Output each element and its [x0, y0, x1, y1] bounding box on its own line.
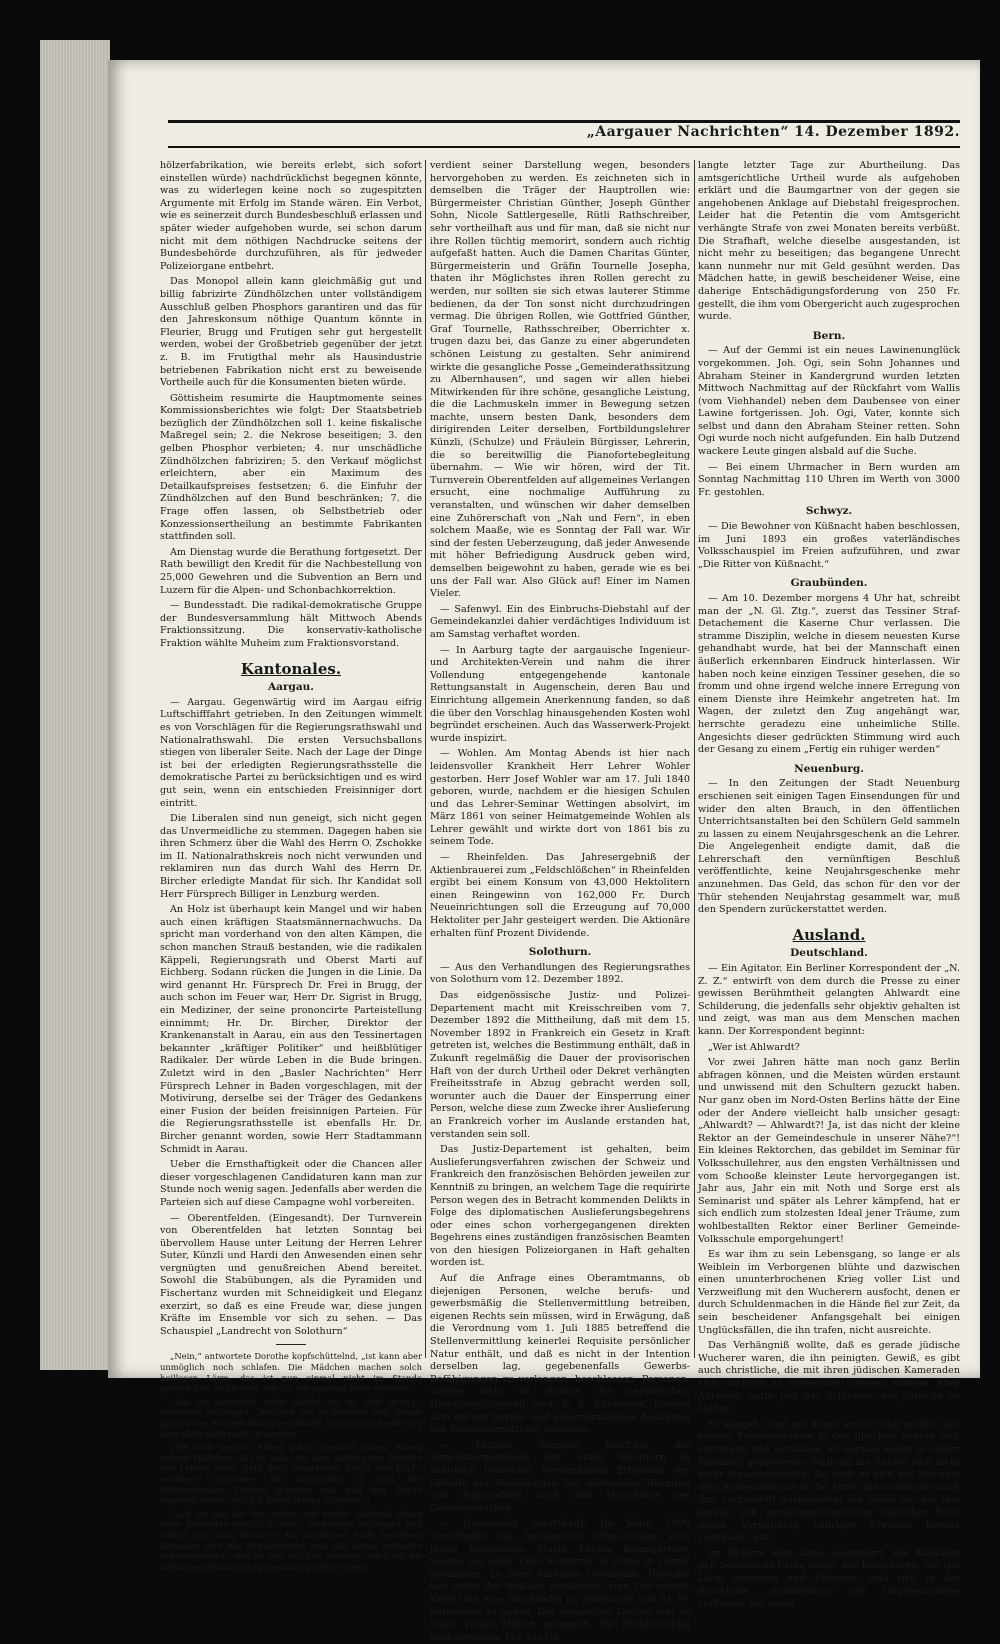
paragraph: Das Verhängniß wollte, daß es gerade jüdische Wucherer waren, die ihn peinigten. Gewiß, es gibt auch christliche, die mit ihren jüdischen Kameraden sich reichlich an Gemeinheit messen können. Aber Ahlwardt hatte just das Schicksal, auf jüdische zu stoßen.: [698, 1340, 960, 1415]
paragraph: Göttisheim resumirte die Hauptmomente seines Kommissionsberichtes wie folgt: Der Staatsbetrieb bezüglich der Zündhölzchen soll 1. keine fiskalische Maßregel sein; 2. die Nekrose beseitigen; 3. den gelben Phosphor verbieten; 4. nur unschädliche Zündhölzchen fabriziren; 5. den Verkauf möglichst erleichtern, aber ein Maximum des Detailkaufspreises festsetzen; 6. die Einfuhr der Zündhölzchen auf den Bund beschränken; 7. die Frage offen lassen, ob Selbstbetrieb oder Konzessionsertheilung an bestimmte Fabrikanten stattfinden soll.: [160, 392, 422, 543]
section-heading-ausland: Ausland.: [792, 925, 866, 944]
paragraph: langte letzter Tage zur Aburtheilung. Das amtsgerichtliche Urtheil wurde als aufgehoben erklärt und die Baumgartner von der gegen sie angehobenen Anklage auf Diebstahl freigesprochen. Leider hat die Petentin die vom Amtsgericht verhängte Strafe von zwei Monaten bereits verbüßt. Die Strafhaft, welche dieselbe ausgestanden, ist nicht mehr zu beseitigen; das begangene Unrecht kann nunmehr nur mit Geld gesühnt werden. Das Mädchen hatte, in gewiß bescheidener Weise, eine daherige Entschädigungsforderung von 250 Fr. gestellt, die ihm vom Obergericht auch zugesprochen wurde.: [698, 160, 960, 323]
header-rule-bottom: [168, 146, 960, 148]
paragraph: Das eidgenössische Justiz- und Polizei-Departement macht mit Kreisschreiben vom 7. Dezember 1892 die Mittheilung, daß mit dem 15. November 1892 in Frankreich ein Gesetz in Kraft getreten ist, welches die Bestimmung enthält, daß in Zukunft regelmäßig die Dauer der provisorischen Haft von der durch Urtheil oder Dekret verhängten Freiheitsstrafe in Abzug gebracht werden soll, worunter auch die Dauer der Einsperrung einer Person, welche diese zum Zwecke ihrer Auslieferung an Frankreich vorher im Auslande erstanden hat, verstanden sein soll.: [430, 990, 690, 1140]
paragraph: An Holz ist überhaupt kein Mangel und wir haben auch einen kräftigen Staatsmännernachwuchs. Da spricht man vorderhand von den alten Kämpen, die schon manchen Strauß bestanden, wie die radikalen Käppeli, Regierungsrath und Oberst Marti auf Eichberg. Sodann rücken die Jungen in die Linie. Da wird genannt Hr. Fürsprech Dr. Frei in Brugg, der auch schon im Feuer war, Herr Dr. Sigrist in Brugg, ein Mediziner, der seine prononcirte Parteistellung einnimmt; Hr. Dr. Bircher, Direktor der Krankenanstalt in Aarau, ein aus den Tessinertagen bekannter „kräftiger Politiker“ und heißblütiger Radikaler. Der würde Leben in die Bude bringen. Zuletzt wird in den „Basler Nachrichten“ Herr Fürsprech Lehner in Baden vorgeschlagen, mit der Motivirung, derselbe sei der Träger des Gedankens einer Fusion der beiden freisinnigen Parteien. Für die Regierungsrathsstelle ist ebenfalls Hr. Dr. Bircher genannt worden, sowie Herr Stadtammann Schmidt in Aarau.: [160, 904, 422, 1155]
feuilleton-paragraph: „Nein,“ antwortete Dorothe kopfschüttelnd, „ist kann aber unmöglich noch schlafen. Die Mädchen machen solch heillosen Lärm, das ist nun einmal nicht im Stande geräuschlos zu bleiben, nur für ein paarmal Ruhe geboten.“: [160, 1351, 422, 1394]
paragraph: Das Monopol allein kann gleichmäßig gut und billig fabrizirte Zündhölzchen unter vollständigem Ausschluß gelben Phosphors garantiren und das für den Jahreskonsum nöthige Quantum könnte in Fleurier, Brugg und Frutigen sehr gut hergestellt werden, wobei der Großbetrieb gegenüber der jetzt z. B. im Frutigthal mehr als Hausindustrie betriebenen Fabrikation nicht erst zu beweisende Vortheile auch für die Konsumenten bieten würde.: [160, 276, 422, 389]
paragraph: — Die Bewohner von Küßnacht haben beschlossen, im Juni 1893 ein großes vaterländisches Volksschauspiel im Freien aufzuführen, und zwar „Die Ritter von Küßnacht.“: [698, 521, 960, 570]
paragraph: — In den Zeitungen der Stadt Neuenburg erschienen seit einigen Tagen Einsendungen für und wider den alten Brauch, in den öffentlichen Unterrichtsanstalten bei den Schülern Geld sammeln zu lassen zu einem Neujahrsgeschenk an die Lehrer. Die Angelegenheit endigte damit, daß die Lehrerschaft den vernünftigen Beschluß veröffentlichte, keine Neujahrsgeschenke mehr anzunehmen. Das Geld, das schon für den vor der Thür stehenden Neujahrstag gesammelt war, muß den Spendern zurückerstattet werden.: [698, 778, 960, 916]
paragraph: — Safenwyl. Ein des Einbruchs-Diebstahl auf der Gemeindekanzlei dahier verdächtiges Individuum ist am Samstag verhaftet worden.: [430, 603, 690, 640]
paragraph: Auf die Anfrage eines Oberamtmanns, ob diejenigen Personen, welche berufs- und gewerbsmäßig die Stellenvermittlung betreiben, eigenen Rechts sein müssen, wird in Erwägung, daß die Verordnung vom 1. Juli 1885 betreffend die Stellenvermittlung keinerlei Requisite persönlicher Natur enthält, und daß es nicht in der Intention derselben lag, gegebenenfalls Gewerbs-Befähigungen zu verlangen, beschlossen: Personen, welche nicht im Besitze der persönlichen Handlungsfähigkeit sind, z. B. Ehefrauen, können sich mit der berufs- und gewerbsmäßigen Ausübung der Stellenvermittlung befassen.: [430, 1273, 690, 1436]
paragraph: — Oberentfelden. (Eingesandt). Der Turnverein von Oberentfelden hat letzten Sonntag bei übervollem Hause unter Leitung der Herren Lehrer Suter, Künzli und Hardi den Anwesenden einen sehr vergnügten und genußreichen Abend bereitet. Sowohl die Stabübungen, als die Pyramiden und Fischertanz wurden mit Schneidigkeit und Eleganz exerzirt, so daß es eine Freude war, diese jungen Kräfte im Ensemble vor sich zu sehen. — Das Schauspiel „Landrecht von Solothurn“: [160, 1212, 422, 1337]
paragraph: — Aargau. Gegenwärtig wird im Aargau eifrig Luftschifffahrt getrieben. In den Zeitungen wimmelt es von Vorschlägen für die Regierungsrathswahl und Nationalrathswahl. Die ersten Versuchsballons stiegen von liberaler Seite. Nach der Lage der Dinge ist bei der erledigten Regierungsrathsstelle die demokratische Partei zu berücksichtigen und es wird gut sein, wenn ein entschieden Freisinniger dort eintritt.: [160, 696, 422, 809]
paragraph: „Wer ist Ahlwardt?: [708, 1041, 800, 1053]
paragraph: — Am 10. Dezember morgens 4 Uhr hat, schreibt man der „N. Gl. Ztg.“, zuerst das Tessiner Straf-Detachement die Kaserne Chur verlassen. Die stramme Disziplin, welche in diesem neuesten Kurse gehandhabt wurde, hat bei der Mannschaft einen äußerlich erkennbaren Eindruck hinterlassen. Wir haben noch keine einzigen Tessiner gesehen, die so fromm und ohne irgend welche innere Erregung von einem Dienste ihre Heimkehr angetreten hat. Im Wagen, der zuletzt den Zug angehängt war, herrschte geradezu eine unheimliche Stille. Angesichts dieser gedrückten Stimmung wird auch der Gesang zu einem „Fertig ein ruhiger werden“: [698, 593, 960, 756]
paragraph: — Wohlen. Am Montag Abends ist hier nach leidensvoller Krankheit Herr Lehrer Wohler gestorben. Herr Josef Wohler war am 17. Juli 1840 geboren, wurde, nachdem er die hiesigen Schulen und das Lehrer-Seminar Wettingen absolvirt, im März 1861 von seiner Heimatgemeinde Wohlen als Lehrer gewählt und wirkte dort von 1861 bis zu seinem Tode.: [430, 748, 690, 848]
section-heading-aargau: Aargau.: [268, 681, 314, 694]
paragraph: Es war ihm zu sein Lebensgang, so lange er als Weiblein im Verborgenen blühte und dazwischen einen ununterbrochenen Krieg voller List und Verzweiflung mit den Wucherern ausfocht, denen er durch Schuldenmachen in die Hände fiel zur Zeit, da sein bescheidener Anfangsgehalt bei einigen Unglücksfällen, die ihn trafen, nicht ausreichte.: [698, 1249, 960, 1336]
paragraph: — Auf der Gemmi ist ein neues Lawinenunglück vorgekommen. Joh. Ogi, sein Sohn Johannes und Abraham Steiner in Kandergrund wurden letzten Mittwoch Nachmittag auf der Rückfahrt vom Wallis (vom Viehhandel) neben dem Daubensee von einer Lawine fortgerissen. Joh. Ogi, Vater, konnte sich selbst und dann den Abraham Steiner retten. Sohn Ogi wurde noch nicht aufgefunden. Ein halb Dutzend wackere Leute gingen alsbald auf die Suche.: [698, 345, 960, 458]
paragraph: Am Dienstag wurde die Berathung fortgesetzt. Der Rath bewilligt den Kredit für die Nachbestellung von 25,000 Gewehren und die Subvention an Bern und Luzern für die Alpen- und Schonbachkorrektion.: [160, 546, 422, 596]
divider: [276, 1344, 306, 1345]
section-heading-kantonales: Kantonales.: [240, 659, 342, 678]
paragraph: Ueber die Ernsthaftigkeit oder die Chancen aller dieser vorgeschlagenen Candidaturen kann man zur Stunde noch wenig sagen. Jedenfalls aber werden die Parteien sich auf diese Campagne wohl vorbereiten.: [160, 1159, 422, 1208]
paragraph: — Bundesstadt. Die radikal-demokratische Gruppe der Bundesversammlung hält Mittwoch Abends Fraktionssitzung. Die konservativ-katholische Fraktion wählte Muheim zum Fraktionsvorstand.: [160, 600, 422, 649]
column-1: [160, 160, 422, 1572]
paragraph: hölzerfabrikation, wie bereits erlebt, sich sofort einstellen würde) nachdrücklichst begegnen könnte, was zu widerlegen keine noch so zugespitzten Argumente mit Erfolg im Stande wären. Ein Verbot, wie es seinerzeit durch Bundesbeschluß erlassen und später wieder aufgehoben wurde, sei schon darum nicht mit dem nöthigen Nachdrucke seitens der Bundesbehörde durchzuführen, als für jedweder Polizeiorgane entbehrt.: [160, 160, 422, 272]
newspaper-page: [108, 60, 980, 1643]
paragraph: — Bei einem Uhrmacher in Bern wurden am Sonntag Nachmittag 110 Uhren im Werth von 3000 Fr. gestohlen.: [698, 461, 960, 498]
paragraph: Im Weitern wird dann ausgeführt, wie Ahlwardt den Semiten zu Leibe steigt, mit Broschüren, die viel Lärm erzeugen und Prozesse, und sich in der Broschüre „Judenflinten“ ins Ungeheuerliche verfiegen; für einen: [698, 1547, 960, 1610]
book-page-edges: [40, 40, 110, 1370]
column-3: [698, 160, 960, 1610]
paragraph: — Unschuldig verurtheilt. Im Jahre 1890 verurtheilte das Amtsgericht Olten-Gösgen eine junge Luzernerin, Maria Thekla Baumgartner, welche bei einer Frau Schwyzer in Olten in Dienst gestanden, zu zwei Monaten Gefängniß. Dieselbe war unter der Anklage gestanden, eine Uhr sammt Kette und eine Stecknadel im Totalwerth von 61 Fr. entwendet zu haben. Der genannten Tochter war es unter vielen Mühen gelungen, ihr Nichtschuldig nachzuweisen. Für das Ge-: [430, 1518, 690, 1643]
paragraph: — Ein Agitator. Ein Berliner Korrespondent der „N. Z. Z.“ entwirft von dem durch die Presse zu einer gewissen Berühmtheit gelangten Ahlwardt eine Schilderung, die jedenfalls sehr objektiv gehalten ist und zeigt, was man aus dem Menschen machen kann. Der Korrespondent beginnt:: [698, 963, 960, 1037]
section-heading-solothurn: Solothurn.: [528, 946, 592, 959]
column-2: [430, 160, 690, 1643]
feuilleton-paragraph: „Laß sie nur bei der Arbeit, ich werde Adelheid schon beim Ankleiden behilflich sein,“ antwortete Hildegard und schritt den Gang hinunter. Am nördlichen Ende desselben befanden sich das Schlafzimmer und das daran stoßende Ankleidezimmer, welche seit etlichen Monaten Adelheid zur alleinigen Benutzung eingeräumt worden waren.: [160, 1508, 422, 1572]
column-separator-1: [425, 160, 426, 1358]
header-rule-top-thin: [168, 122, 960, 123]
paragraph: Vor zwei Jahren hätte man noch ganz Berlin abfragen können, und die Meisten würden erstaunt und unwissend mit den Schultern gezuckt haben. Nur ganz oben im Nord-Osten Berlins hätte der Eine oder der Andere vielleicht halb unsicher gesagt: „Ahlwardt? — Ahlwardt?! Ja, ist das nicht der kleine Rektor an der Gemeindeschule in unserer Nähe?“! Ein kleines Rektorchen, das gebildet im Seminar für Volksschullehrer, aus den engsten Verhältnissen und vom Schooße kleinster Leute hervorgegangen ist. Jahr aus, Jahr ein mit Noth und Sorge erst als Seminarist und später als Lehrer kämpfend, hat er sich endlich zum stolzesten Ideal jener Träume, zum wohlbestallten Rektor einer Berliner Gemeinde-Volksschule emporgehungert!: [698, 1057, 960, 1245]
section-heading-deutschland: Deutschland.: [790, 947, 868, 960]
paragraph: — Aus den Verhandlungen des Regierungsrathes von Solothurn vom 12. Dezember 1892.: [430, 961, 690, 986]
column-separator-2: [694, 160, 695, 1358]
masthead: „Aargauer Nachrichten“ 14. Dezember 1892.: [586, 124, 960, 140]
section-heading-schwyz: Schwyz.: [805, 505, 853, 518]
paragraph: Die Liberalen sind nun geneigt, sich nicht gegen das Unvermeidliche zu stemmen. Dagegen haben sie ihren Schmerz über die Wahl des Herrn O. Zschokke im II. Nationalrathskreis noch nicht verwunden und reklamiren nun das durch Wahl des Herrn Dr. Bircher erledigte Mandat für sich. Ihr Kandidat soll Herr Fürsprech Billiger in Lenzburg werden.: [160, 813, 422, 900]
paragraph: verdient seiner Darstellung wegen, besonders hervorgehoben zu werden. Es zeichneten sich in demselben die Träger der Hauptrollen wie: Bürgermeister Christian Günther, Joseph Günther Sohn, Nicole Sattlergeselle, Rütli Rathschreiber, sehr vortheilhaft aus und für man, daß sie nicht nur ihre Rollen tüchtig memorirt, sondern auch richtig aufgefaßt hatten. Auch die Damen Charitas Günter, Bürgermeisterin und Gräfin Tournelle Josepha, thaten ihr Möglichstes ihren Rollen gerecht zu werden, nur sollten sie sich etwas lauterer Stimme bedienen, da der Ton sonst nicht durchzudringen vermag. Die übrigen Rollen, wie Gottfried Günther, Graf Tournelle, Rathsschreiber, Oberrichter x. trugen dazu bei, das Ganze zu einer abgerundeten schönen Leistung zu gestalten. Sehr animirend wirkte die gesangliche Posse „Gemeinderathssitzung zu Albernhausen“, und sagen wir allen hiebei Mitwirkenden für ihre schöne, gesangliche Leistung, die die Lachmuskeln immer in Bewegung setzen machte, unsern besten Dank, besonders dem dirigirenden Leiter derselben, Fortbildungslehrer Künzli, (Schulze) und Fräulein Bürgisser, Lehrerin, die so bereitwillig die Pianofortebegleitung übernahm. — Wie wir hören, wird der Tit. Turnverein Oberentfelden auf allgemeines Verlangen ersucht, eine nochmalige Aufführung zu veranstalten, und wünschen wir daher demselben eine Zuhörerschaft von „Nah und Fern“, in eben solchem Maaße, wie es Sonntag der Fall war. Wir sind der festen Ueberzeugung, daß jeder Anwesende mit höher Befriedigung Ausdruck geben wird, demselben beigewohnt zu haben, gerade wie es bei uns der Fall war. Also Glück auf! Einer im Namen Vieler.: [430, 160, 690, 600]
feuilleton-paragraph: „Sie wird gestern Abend lange gewacht haben; einem jungen Mädchen, das so nahe vor dem wichtigsten Schritte des Lebens steht, geht doch mancherlei durch den Kopf,“ erwiderte Dorothee, die inzwischen in eins der offenstehenden Zimmer getreten war und ihre Bürde abgelegt hatte. „Soll ich Ihnen Hanna schicken?“: [160, 1442, 422, 1506]
paragraph: — Letzten Sonntag beschloß die Einwohnergemeinde der Stadt Solothurn in zahlreich besuchter Versammlung Erhöhung der Gehalte der Besoldungen der städtischen Beamten und Angestellten nach dem Vorschlage des Gemeinderathes.: [430, 1439, 690, 1514]
paragraph: — In Aarburg tagte der aargauische Ingenieur- und Architekten-Verein und nahm die ihrer Vollendung entgegengehende kantonale Rettungsanstalt in Augenschein, deren Bau und Einrichtung allgemein Anerkennung fanden, so daß die über den Vorschlag hinausgehenden Kosten wohl begründet erscheinen. Auch das Wasserwerk-Projekt wurde inspizirt.: [430, 644, 690, 744]
feuilleton-paragraph: „Das ist eigentlich nicht nöthig, es ist spät genug,“ erwiderte Hildegard. „Weilheit hat in letzterer Zeit immer gern in den Morgen hinein geschlafen, so spät wie heute ist's aber doch noch nicht geworden.: [160, 1396, 422, 1439]
section-heading-bern: Bern.: [812, 329, 846, 342]
paragraph: Das Justiz-Departement ist gehalten, beim Auslieferungsverfahren zwischen der Schweiz und Frankreich den französischen Behörden jeweilen zur Kenntniß zu bringen, an welchem Tage die requirirte Person wegen des in Betracht kommenden Delikts in Folge des diplomatischen Auslieferungsbegehrens oder eines schon vorhergegangenen direkten Begehrens eines zuständigen französischen Beamten von den hiesigen Polizeiorganen in Haft gehalten worden ist.: [430, 1144, 690, 1269]
section-heading-graubuenden: Graubünden.: [790, 577, 868, 590]
paragraph: — Rheinfelden. Das Jahresergebniß der Aktienbrauerei zum „Feldschlößchen“ in Rheinfelden ergibt bei einem Konsum von 43,000 Hektolitern einen Reingewinn von 162,000 Fr. Durch Neueinrichtungen soll die Erzeugung auf 70,000 Hektoliter per Jahr gesteigert werden. Die Aktionäre erhalten fünf Prozent Dividende.: [430, 852, 690, 939]
section-heading-neuenburg: Neuenburg.: [794, 762, 864, 775]
paragraph: Er kämpft, ringt mit ihnen, er tritt hier endlich aus seinem Freundeskreise in den gleichen Netzen sich verfangen und versinken. Er vermag selbst in seiner finanziell gebesserten Stellung als Rektor sich nicht mehr hinauszuwinden. Da wirft er sich mit Ingrimm dem Antisemitismus in die Arme und schleudert nach ihm verzweifelt ausgebreitet die Hülfe ab, die ihm gerade von menschenfreundlicher jüdischer Seite durch Vermittlung rühriger Freunde bereits zugedacht war.: [698, 1418, 960, 1544]
